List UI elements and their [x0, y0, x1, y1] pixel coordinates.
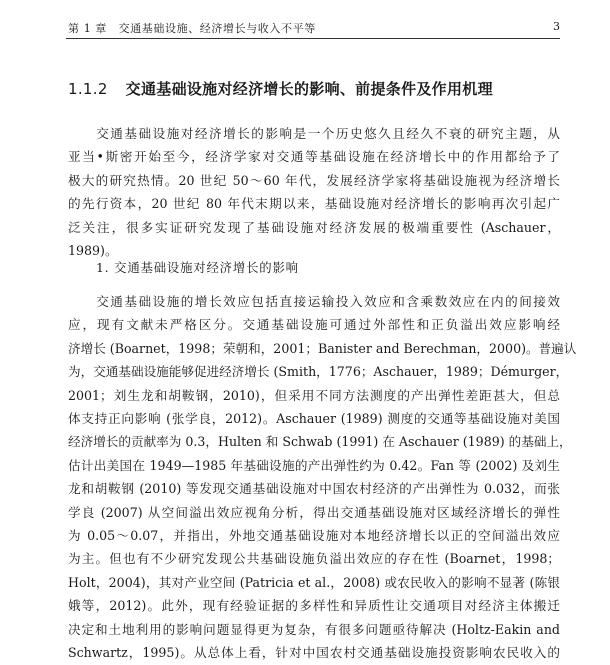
text-line: 济增长 (Boarnet，1998；荣朝和，2001；Banister and Berechman，2000)。普遍认	[68, 340, 577, 356]
text-line: 交通基础设施的增长效应包括直接运输投入效应和含乘数效应在内的间接效	[68, 294, 560, 309]
text-line: 龙和胡鞍钢 (2010) 等发现交通基础设施对中国农村经济的产出弹性为 0.032，而张	[68, 481, 560, 497]
text-line: 交通基础设施对经济增长的影响是一个历史悠久且经久不衰的研究主题，从	[68, 126, 560, 141]
section-title: 交通基础设施对经济增长的影响、前提条件及作用机理	[125, 80, 493, 98]
text-line: 为，交通基础设施能够促进经济增长 (Smith，1776；Aschauer，1989；Démurger，	[68, 364, 569, 380]
text-line: 泛关注，很多实证研究发现了基础设施对经济发展的极端重要性 (Aschauer，	[68, 219, 560, 235]
chapter-title: 第 1 章 交通基础设施、经济增长与收入不平等	[68, 22, 316, 35]
text-line: 2001；刘生龙和胡鞍钢，2010)，但采用不同方法测度的产出弹性差距甚大，但总	[68, 387, 560, 403]
text-line: 经济增长的贡献率为 0.3，Hulten 和 Schwab (1991) 在 Aschauer (1989) 的基础上，	[68, 434, 572, 450]
text-line: 决定和土地利用的影响问题显得更为复杂，有很多问题亟待解决 (Holtz-Eakin and	[68, 621, 560, 637]
text-line: 体支持正向影响 (张学良，2012)。Aschauer (1989) 测度的交通等基础设施对美国	[68, 411, 560, 427]
text-line: 为 0.05～0.07，并指出，外地交通基础设施对本地经济增长以正的空间溢出效应	[68, 528, 560, 544]
running-header	[68, 18, 558, 38]
text-line: 学良 (2007) 从空间溢出效应视角分析，得出交通基础设施对区域经济增长的弹性	[68, 504, 560, 520]
paragraph-growth-effect	[68, 290, 577, 665]
paragraph-intro	[68, 122, 560, 262]
text-line: 亚当•斯密开始至今，经济学家对交通等基础设施在经济增长中的作用都给予了	[68, 149, 560, 165]
text-line: 估计出美国在 1949—1985 年基础设施的产出弹性约为 0.42。Fan 等 (2002) 及刘生	[68, 457, 560, 473]
text-line: Holt，2004)，其对产业空间 (Patricia et al.，2008) 或农民收入的影响不显著 (陈银	[68, 574, 560, 590]
section-number: 1.1.2	[68, 80, 108, 98]
header-rule	[66, 38, 560, 39]
subheading: 1. 交通基础设施对经济增长的影响	[96, 260, 299, 275]
text-line: 1989)。	[68, 243, 118, 259]
text-line: 极大的研究热情。20 世纪 50～60 年代，发展经济学家将基础设施视为经济增长	[68, 172, 560, 188]
text-line: Schwartz，1995)。从总体上看，针对中国农村交通基础设施投资影响农民收入的	[68, 645, 560, 661]
text-line: 为主。但也有不少研究发现公共基础设施负溢出效应的存在性 (Boarnet，1998；	[68, 551, 560, 567]
section-heading	[68, 78, 493, 99]
text-line: 娥等，2012)。此外，现有经验证据的多样性和异质性让交通项目对经济主体搬迁	[68, 598, 560, 614]
page-number: 3	[553, 20, 560, 33]
text-line: 的先行资本，20 世纪 80 年代末期以来，基础设施对经济增长的影响再次引起广	[68, 196, 560, 212]
text-line: 应，现有文献未严格区分。交通基础设施可通过外部性和正负溢出效应影响经	[68, 317, 560, 333]
